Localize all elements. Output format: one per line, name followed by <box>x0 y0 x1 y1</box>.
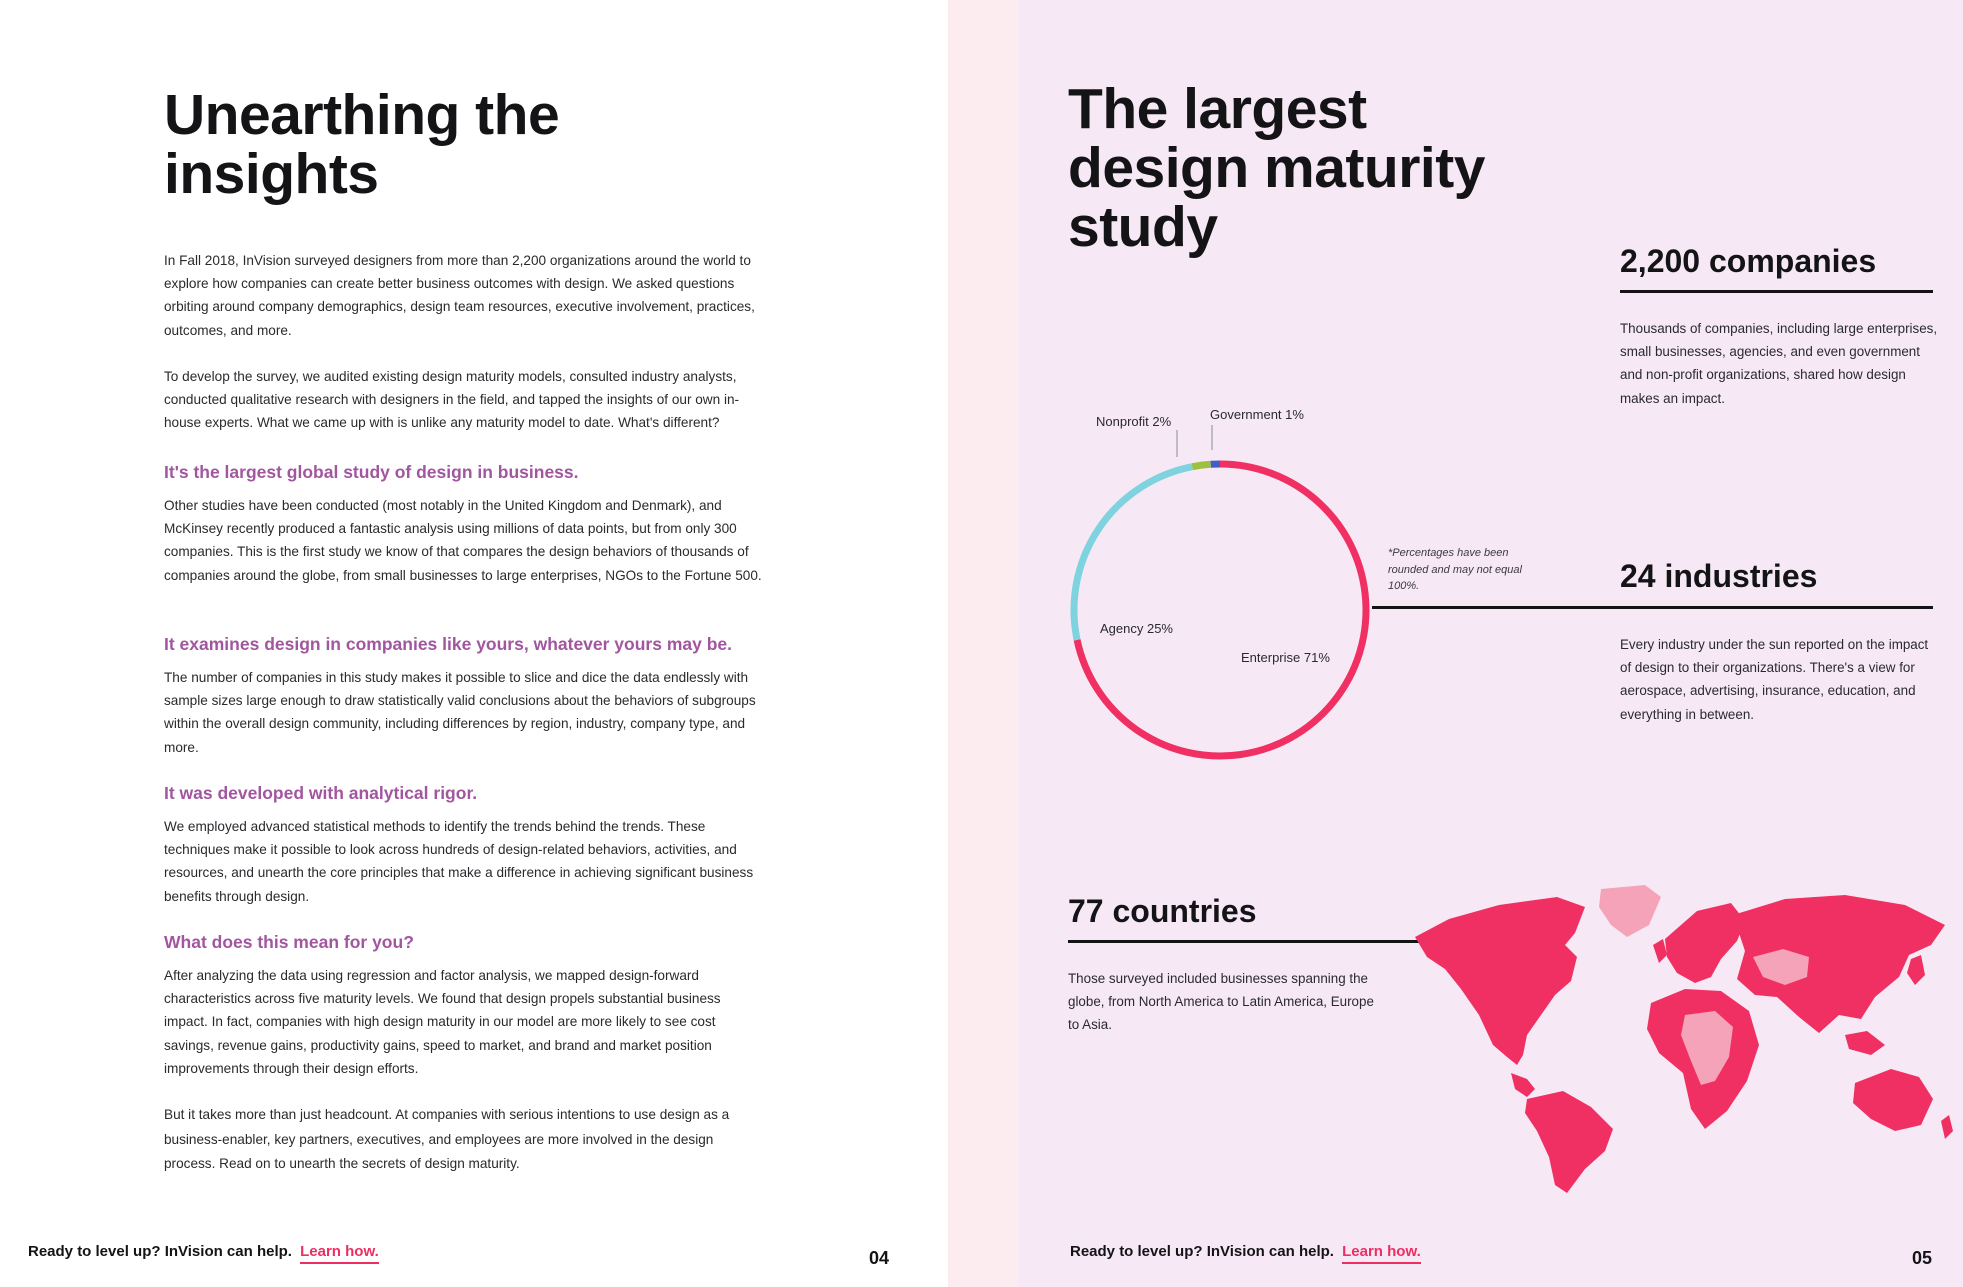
left-page <box>0 0 948 1287</box>
learn-how-link[interactable]: Learn how. <box>300 1243 379 1264</box>
government-label: Government 1% <box>1210 407 1304 422</box>
title-line-1: The largest <box>1068 77 1367 141</box>
countries-stat-title: 77 countries <box>1068 893 1257 929</box>
title-line-1: Unearthing the <box>164 83 560 147</box>
page-gutter <box>948 0 1018 1287</box>
closing-paragraph: But it takes more than just headcount. At companies with serious intentions to use design as a business-enabler, key partners, executives, and employees are more involved in the design process. Read on to unearth the secrets of design maturity. <box>164 1107 730 1172</box>
asia-shape <box>1733 895 1945 1055</box>
australia-shape <box>1853 1069 1953 1139</box>
europe-shape <box>1653 903 1745 983</box>
agency-label: Agency 25% <box>1100 621 1173 636</box>
footer-text: Ready to level up? InVision can help. <box>1070 1243 1334 1260</box>
nonprofit-label: Nonprofit 2% <box>1096 414 1172 429</box>
intro-paragraph-1: In Fall 2018, InVision surveyed designers from more than 2,200 organizations around the world to explore how companies can create better business outcomes with design. We asked questions orbiting around company demographics, design team resources, executive involvement, practices, outcomes, and more. <box>164 253 755 338</box>
footer-cta-right <box>1070 1243 1421 1260</box>
title-line-2: design maturity <box>1068 136 1485 200</box>
section-heading-what-it-means: What does this mean for you? <box>164 932 414 952</box>
donut-slice-agency <box>1074 467 1192 640</box>
south-america-shape <box>1525 1091 1613 1193</box>
companies-rule <box>1620 290 1933 293</box>
chart-footnote: *Percentages have been rounded and may not equal 100%. <box>1388 547 1522 592</box>
section-body-analytical-rigor: We employed advanced statistical methods to identify the trends behind the trends. These techniques make it possible to look across hundreds of design-related behaviors, activities, and resources, and unearth the core principles that make a difference in achieving significant business benefits through design. <box>164 819 754 904</box>
page-number-right: 05 <box>1912 1248 1933 1268</box>
section-heading-companies-like-yours: It examines design in companies like yours, whatever yours may be. <box>164 634 732 654</box>
countries-stat-text: Those surveyed included businesses spanning the globe, from North America to Latin America, Europe to Asia. <box>1068 971 1374 1033</box>
africa-shape <box>1647 989 1759 1129</box>
page-number: 04 <box>869 1248 890 1268</box>
section-heading-largest-study: It's the largest global study of design in business. <box>164 462 579 482</box>
title-line-3: study <box>1068 195 1218 259</box>
page-title <box>164 83 560 206</box>
title-line-2: insights <box>164 142 379 206</box>
industries-stat-title: 24 industries <box>1620 558 1818 594</box>
section-heading-analytical-rigor: It was developed with analytical rigor. <box>164 783 478 803</box>
countries-rule <box>1068 940 1428 943</box>
companies-stat-title: 2,200 companies <box>1620 243 1877 279</box>
enterprise-label: Enterprise 71% <box>1241 650 1330 665</box>
section-body-what-it-means: After analyzing the data using regression and factor analysis, we mapped design-forward characteristics across five maturity levels. We found that design propels substantial business impact. In fact, companies with high design maturity in our model are more likely to see cost savings, revenue gains, productivity gains, speed to market, and brand and market position improvements through their design efforts. <box>164 968 721 1076</box>
company-type-donut-chart <box>1060 400 1400 770</box>
learn-how-link[interactable]: Learn how. <box>1342 1243 1421 1264</box>
section-body-largest-study: Other studies have been conducted (most notably in the United Kingdom and Denmark), and McKinsey recently produced a fantastic analysis using millions of data points, but from only 300 companies. This is the first study we know of that compares the design behaviors of thousands of companies around the globe, from small businesses to large enterprises, NGOs to the Fortune 500. <box>164 498 762 583</box>
intro-paragraph-2: To develop the survey, we audited existing design maturity models, consulted industry analysts, conducted qualitative research with designers in the field, and tapped the insights of our own in-house experts. What we came up with is unlike any maturity model to date. What's different? <box>164 369 740 431</box>
industries-rule <box>1372 606 1933 609</box>
donut-arcs <box>1074 464 1366 756</box>
industries-stat-text: Every industry under the sun reported on the impact of design to their organizations. There's a view for aerospace, advertising, insurance, education, and everything in between. <box>1620 637 1929 722</box>
north-america-shape <box>1415 897 1585 1097</box>
world-map <box>1415 885 1955 1195</box>
greenland-shape <box>1599 885 1661 937</box>
footer-text: Ready to level up? InVision can help. <box>28 1243 292 1260</box>
footer-cta <box>28 1243 379 1260</box>
companies-stat-text: Thousands of companies, including large enterprises, small businesses, agencies, and even government and non-profit organizations, shared how design makes an impact. <box>1620 321 1938 406</box>
donut-slice-nonprofit <box>1192 464 1210 466</box>
section-body-companies-like-yours: The number of companies in this study makes it possible to slice and dice the data endlessly with sample sizes large enough to draw statistically valid conclusions about the behaviors of subgroups within the overall design community, including differences by region, industry, company type, and more. <box>164 670 756 755</box>
page-title-right <box>1068 77 1485 259</box>
